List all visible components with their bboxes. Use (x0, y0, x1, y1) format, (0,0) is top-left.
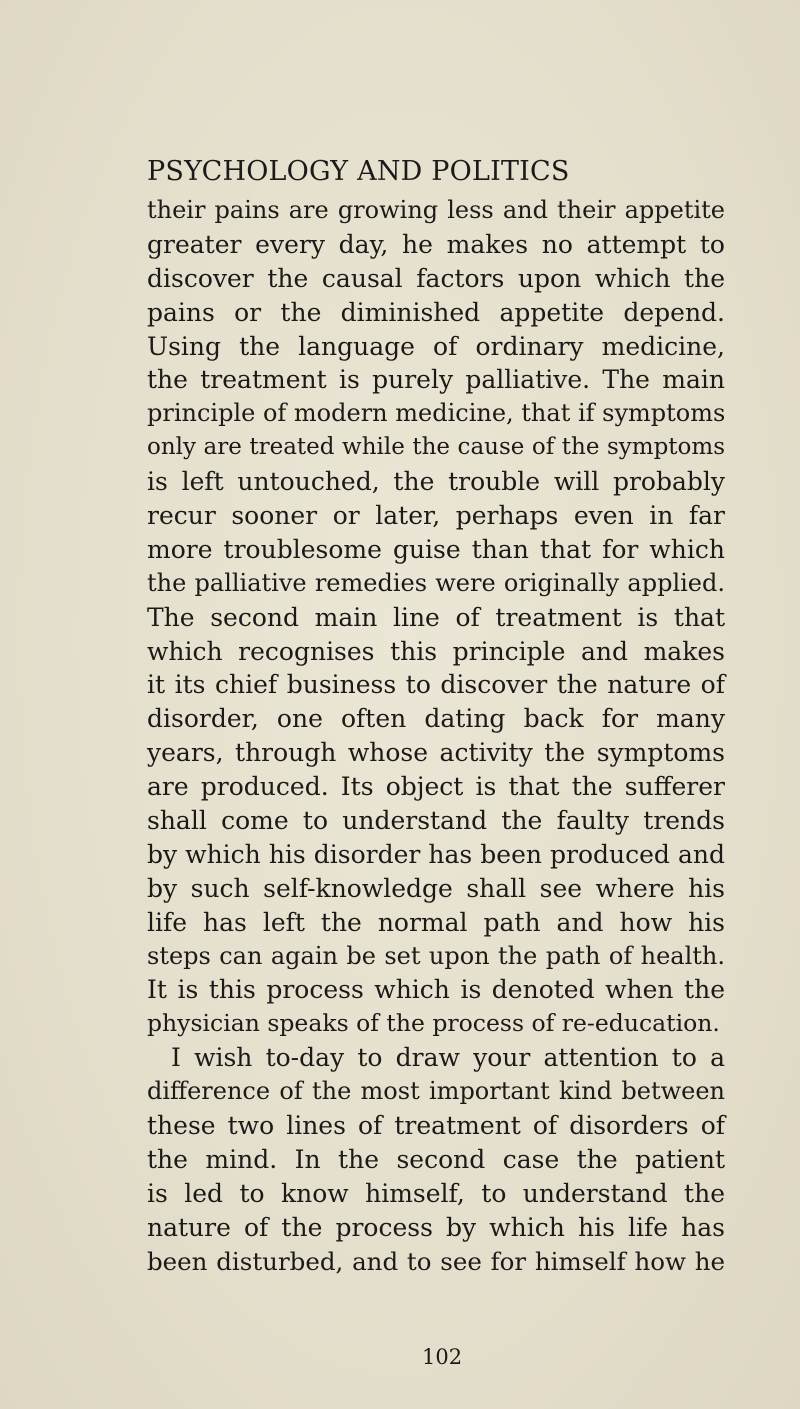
text-line: recur sooner or later, perhaps even in far (147, 501, 725, 531)
text-line: years, through whose activity the symptoms (147, 738, 725, 768)
text-line: shall come to understand the faulty trends (147, 806, 725, 836)
text-line: the palliative remedies were originally applied. (147, 568, 725, 597)
text-line: Using the language of ordinary medicine, (147, 331, 725, 361)
running-header: PSYCHOLOGY AND POLITICS (147, 156, 570, 187)
text-line: been disturbed, and to see for himself how he (147, 1246, 725, 1276)
text-line: pains or the diminished appetite depend. (147, 297, 725, 327)
text-line: the treatment is purely palliative. The main (147, 365, 725, 395)
text-line: these two lines of treatment of disorders of (147, 1111, 725, 1141)
text-line: nature of the process by which his life has (147, 1212, 725, 1242)
paragraph-start-line: I wish to-day to draw your attention to a (171, 1043, 725, 1073)
text-line: by which his disorder has been produced and (147, 839, 725, 869)
text-line: which recognises this principle and makes (147, 636, 725, 666)
text-line: It is this process which is denoted when the (147, 975, 725, 1005)
text-line: disorder, one often dating back for many (147, 704, 725, 734)
text-line: their pains are growing less and their appetite (147, 196, 725, 224)
text-line: steps can again be set upon the path of health. (147, 941, 725, 970)
text-line: is led to know himself, to understand the (147, 1178, 725, 1208)
text-line: discover the causal factors upon which the (147, 263, 725, 293)
page-number: 102 (422, 1345, 463, 1369)
body-text (147, 194, 725, 1279)
text-line: more troublesome guise than that for which (147, 534, 725, 564)
text-line: the mind. In the second case the patient (147, 1144, 725, 1174)
text-line: The second main line of treatment is that (147, 602, 725, 632)
text-line: life has left the normal path and how his (147, 907, 725, 937)
text-line: are produced. Its object is that the sufferer (147, 772, 725, 802)
text-line: greater every day, he makes no attempt to (147, 229, 725, 259)
text-line: difference of the most important kind between (147, 1077, 725, 1106)
text-line: by such self-knowledge shall see where his (147, 873, 725, 903)
text-line: is left untouched, the trouble will probably (147, 467, 725, 497)
text-line: physician speaks of the process of re-education. (147, 1009, 720, 1038)
text-line: only are treated while the cause of the symptoms (147, 434, 725, 461)
text-line: principle of modern medicine, that if symptoms (147, 399, 726, 428)
text-line: it its chief business to discover the nature of (147, 670, 725, 700)
